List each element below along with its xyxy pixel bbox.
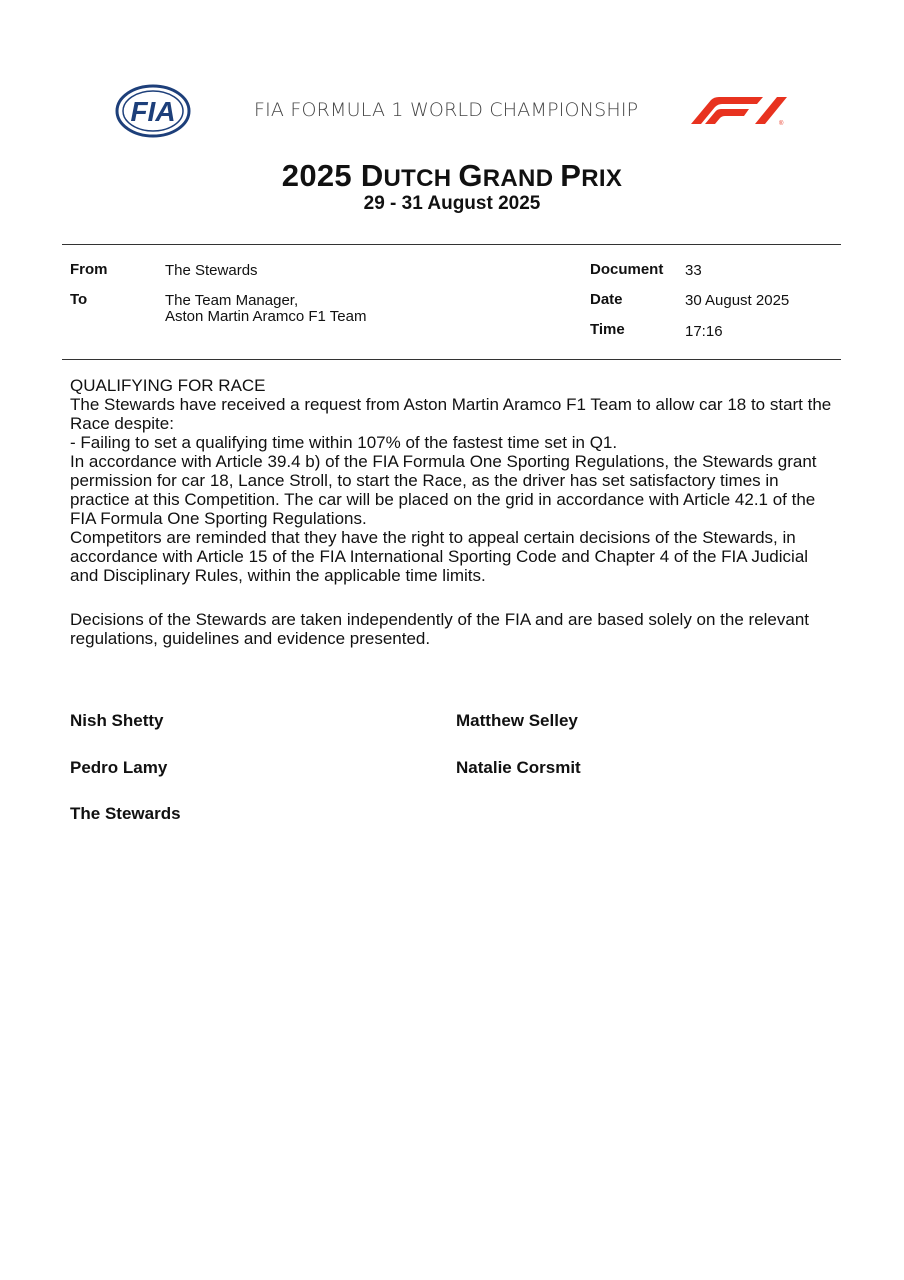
from-label: From [70,261,108,278]
championship-title: FIA FORMULA 1 WORLD CHAMPIONSHIP [254,99,639,121]
steward-signature: Pedro Lamy [70,758,168,777]
date-label: Date [590,291,623,308]
event-dates: 29 - 31 August 2025 [363,193,541,214]
date-value: 30 August 2025 [685,292,790,309]
event-title: 2025 DUTCH GRAND PRIX [281,158,623,193]
top-divider [62,244,841,245]
fia-logo-text: FIA [130,96,176,127]
document-value: 33 [685,262,702,279]
time-value: 17:16 [685,323,723,340]
decision-body [70,376,840,585]
document-label: Document [590,261,664,278]
stewards-footer: The Stewards [70,804,181,823]
f1-logo [677,96,787,126]
decision-paragraph-reason: - Failing to set a qualifying time within 107% of the fastest time set in Q1. [70,433,618,452]
decision-paragraph-request: The Stewards have received a request from Aston Martin Aramco F1 Team to allow car 18 to start the Race despite: [70,395,832,433]
to-value-line1: The Team Manager, [165,292,299,309]
bottom-divider [62,359,841,360]
steward-signature: Natalie Corsmit [456,758,581,777]
to-label: To [70,291,88,308]
decision-heading: QUALIFYING FOR RACE [70,376,266,395]
time-label: Time [590,321,625,338]
closing-statement: Decisions of the Stewards are taken independently of the FIA and are based solely on the relevant regulations, guidelines and evidence presented. [70,610,810,648]
fia-logo [115,84,191,138]
svg-text:®: ® [779,121,784,126]
steward-signature: Matthew Selley [456,711,578,730]
from-value: The Stewards [165,262,258,279]
decision-paragraph-ruling: In accordance with Article 39.4 b) of the FIA Formula One Sporting Regulations, the Stewards grant permission for car 18, Lance Stroll, to start the Race, as the driver has set satisfactory times in practice at this Competition. The car will be placed on the grid in accordance with Article 42.1 of the FIA Formula One Sporting Regulations. [70,452,817,528]
steward-signature: Nish Shetty [70,711,164,730]
decision-paragraph-appeal: Competitors are reminded that they have the right to appeal certain decisions of the Stewards, in accordance with Article 15 of the FIA International Sporting Code and Chapter 4 of the FIA Judicial and Disciplinary Rules, within the applicable time limits. [70,528,809,585]
to-value-line2: Aston Martin Aramco F1 Team [165,308,367,325]
